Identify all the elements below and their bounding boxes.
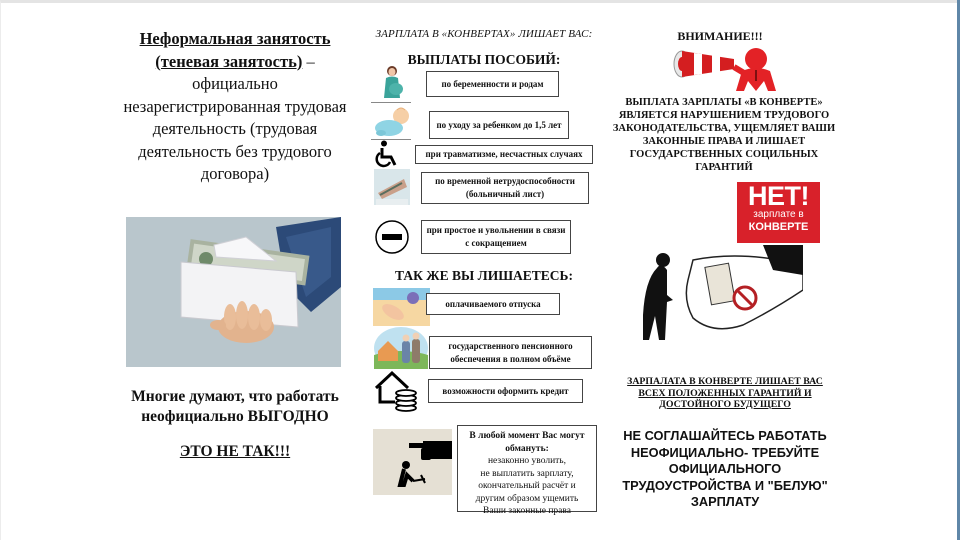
warning-line: не выплатить зарплату, [480,468,574,479]
warning-lead: В любой момент Вас могут обмануть: [469,431,585,454]
myth-text: Многие думают, что работать неофициально ВЫГОДНО [131,388,339,425]
benefit-box-layoff: при простое и увольнении в связи с сокращением [421,220,571,254]
benefit-box-maternity: по беременности и родам [426,71,559,97]
wheelchair-icon [374,140,400,168]
sick-leave-icon [374,169,410,205]
warning-line: другим образом ущемить [475,493,579,504]
baby-icon [373,106,413,138]
benefit-box-childcare: по уходу за ребенком до 1,5 лет [429,111,569,139]
definition-block [120,28,350,186]
badge-big: НЕТ! [748,181,809,211]
pointing-hand-dismissal-icon [373,429,452,495]
house-coins-icon [373,370,419,412]
warning-line: окончательный расчёт и [478,481,576,491]
warning-line: Ваши законные права [483,506,571,516]
no-envelope-salary-badge [737,182,820,243]
attention-heading: ВНИМАНИЕ!!! [677,29,763,43]
definition-term: Неформальная занятость (теневая занятость) [139,29,331,71]
badge-line2: КОНВЕРТЕ [748,221,809,233]
icon-underline [371,102,411,103]
vacation-icon [373,288,430,326]
also-heading: ТАК ЖЕ ВЫ ЛИШАЕТЕСЬ: [395,268,573,283]
warning-box [457,425,597,516]
also-box-pension: государственного пенсионного обеспечения в полном объёме [429,336,592,369]
hand-giving-envelope-icon [633,240,803,345]
deprives-text: ЗАРПАЛАТА В КОНВЕРТЕ ЛИШАЕТ ВАС ВСЕХ ПОЛОЖЕННЫХ ГАРАНТИЙ И ДОСТОЙНОГО БУДУЩЕГО [627,376,823,410]
myth-block [120,387,350,462]
also-box-vacation: оплачиваемого отпуска [426,293,560,315]
definition-text: официально незарегистрированная трудовая деятельность (трудовая деятельность без трудового договора) [123,74,347,183]
call-to-action: НЕ СОГЛАШАЙТЕСЬ РАБОТАТЬ НЕОФИЦИАЛЬНО- ТРЕБУЙТЕ ОФИЦИАЛЬНОГО ТРУДОУСТРОЙСТВА И "БЕЛУЮ" ЗАРПЛАТУ [622,428,828,509]
badge-line1: зарплате в [753,209,804,220]
middle-title: ЗАРПЛАТА В «КОНВЕРТАХ» ЛИШАЕТ ВАС: [375,28,593,40]
benefit-box-injury: при травматизме, несчастных случаях [415,145,593,164]
warning-line: незаконно уволить, [487,456,567,466]
megaphone-man-icon [672,45,788,95]
violation-text: ВЫПЛАТА ЗАРПЛАТЫ «В КОНВЕРТЕ» ЯВЛЯЕТСЯ НАРУШЕНИЕМ ТРУДОВОГО ЗАКОНОДАТЕЛЬСТВА, УЩЕМЛЯЕТ ВАШИ ЗАКОННЫЕ ПРАВА И ЛИШАЕТ ГОСУДАРСТВЕННЫХ СОЦИЛЬНЫХ ГАРАНТИЙ [612,97,836,173]
pregnant-woman-icon [374,64,410,100]
also-box-credit: возможности оформить кредит [428,379,583,403]
benefits-heading: ВЫПЛАТЫ ПОСОБИЙ: [407,52,561,67]
no-entry-icon [374,219,410,255]
myth-rebuttal: ЭТО НЕ ТАК!!! [179,443,291,460]
envelope-with-money-icon [126,217,341,367]
definition-dash: – [302,51,315,71]
benefit-box-sick-leave: по временной нетрудоспособности (больничный лист) [421,172,589,204]
elderly-couple-icon [374,327,428,369]
